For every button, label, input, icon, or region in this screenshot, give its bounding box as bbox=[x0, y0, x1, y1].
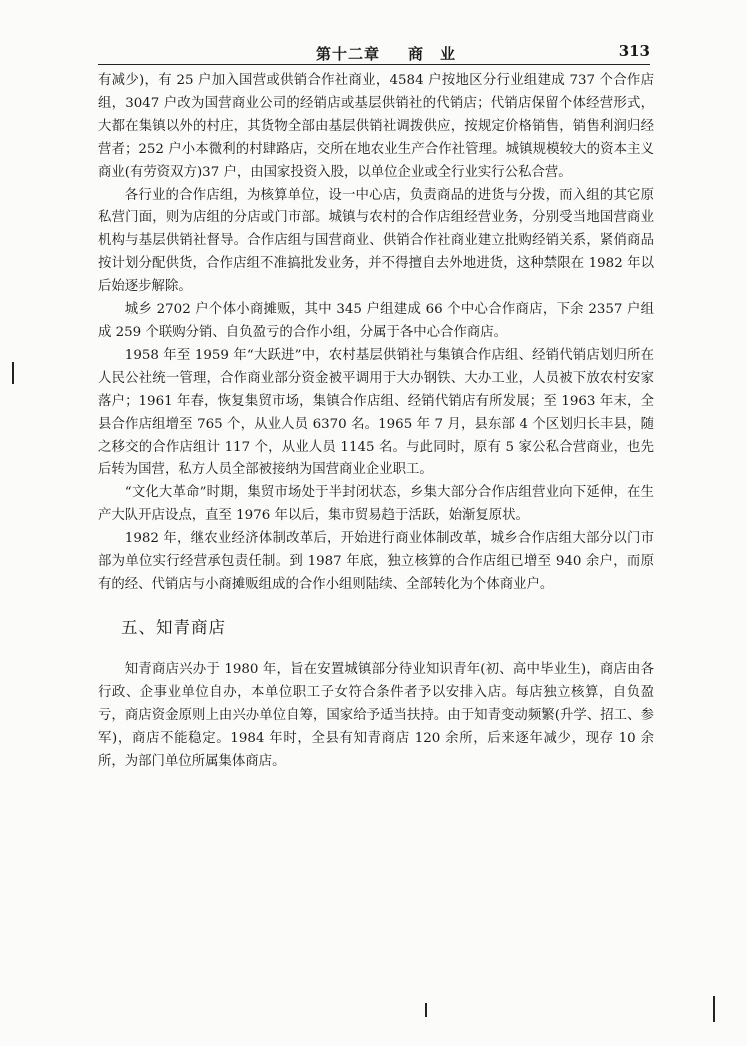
paragraph: 城乡 2702 户个体小商摊贩，其中 345 户组建成 66 个中心合作商店，下余 2357 户组成 259 个联购分销、自负盈亏的合作小组，分属于各中心合作商店。 bbox=[98, 302, 654, 340]
chapter-heading bbox=[316, 43, 456, 64]
scan-mark-left bbox=[12, 362, 14, 384]
paragraph: 各行业的合作店组，为核算单位，设一中心店，负责商品的进货与分拨，而入组的其它原私营门面，则为店组的分店或门市部。城镇与农村的合作店组经营业务，分别受当地国营商业机构与基层供销社督导。合作店组与国营商业、供销合作社商业建立批购经销关系，紧俏商品按计划分配供货，合作店组不准搞批发业务，并不得擅自去外地进货，这种禁限在 1982 年以后始逐步解除。 bbox=[98, 187, 654, 295]
section-text bbox=[98, 659, 654, 774]
scan-mark-right bbox=[713, 996, 715, 1022]
paragraph: 有减少)，有 25 户加入国营或供销合作社商业，4584 户按地区分行业组建成 737 个合作店组，3047 户改为国营商业公司的经销店或基层供销社的代销店；代销店保留个体经营形式，大都在集镇以外的村庄，其货物全部由基层供销社调拨供应，按规定价格销售，销售利润归经营者；252 户小本微利的村肆路店，交所在地农业生产合作社管理。城镇规模较大的资本主义商业(有劳资双方)37 户，由国家投资入股，以单位企业或全行业实行公私合营。 bbox=[98, 73, 654, 180]
paragraph: 1982 年，继农业经济体制改革后，开始进行商业体制改革，城乡合作店组大部分以门市部为单位实行经营承包责任制。到 1987 年底，独立核算的合作店组已增至 940 余户，而原有的经、代销店与小商摊贩组成的合作小组则陆续、全部转化为个体商业户。 bbox=[98, 531, 654, 592]
chapter-subject: 商 业 bbox=[408, 45, 457, 63]
header-rule bbox=[98, 64, 650, 65]
paragraph: “文化大革命”时期，集贸市场处于半封闭状态，乡集大部分合作店组营业向下延伸，在生产大队开店设点，直至 1976 年以后，集市贸易趋于活跃，始渐复原状。 bbox=[98, 485, 654, 524]
running-header bbox=[98, 40, 650, 66]
scan-mark-bottom bbox=[425, 1003, 427, 1017]
paragraph: 1958 年至 1959 年“大跃进”中，农村基层供销社与集镇合作店组、经销代销店划归所在人民公社统一管理，合作商业部分资金被平调用于大办钢铁、大办工业，人员被下放农村安家落户；1961 年春，恢复集贸市场，集镇合作店组、经销代销店有所发展；至 1963 年末，全县合作店组增至 765 个，从业人员 6370 名。1965 年 7 月，县东部 4 个区划归长丰县，随之移交的合作店组计 117 个，从业人员 1145 名。与此同时，原有 5 家公私合营商业，也先后转为国营，私方人员全部被接纳为国营商业企业职工。 bbox=[98, 347, 654, 478]
main-text bbox=[98, 70, 654, 597]
paragraph: 知青商店兴办于 1980 年，旨在安置城镇部分待业知识青年(初、高中毕业生)，商店由各行政、企事业单位自办，本单位职工子女符合条件者予以安排入店。每店独立核算，自负盈亏，商店资金原则上由兴办单位自筹，国家给予适当扶持。由于知青变动频繁(升学、招工、参军)，商店不能稳定。1984 年时，全县有知青商店 120 余所，后来逐年减少，现存 10 余所，为部门单位所属集体商店。 bbox=[98, 662, 654, 769]
page-number: 313 bbox=[618, 42, 650, 60]
section-heading: 五、知青商店 bbox=[121, 618, 226, 637]
chapter-number: 第十二章 bbox=[316, 45, 381, 63]
